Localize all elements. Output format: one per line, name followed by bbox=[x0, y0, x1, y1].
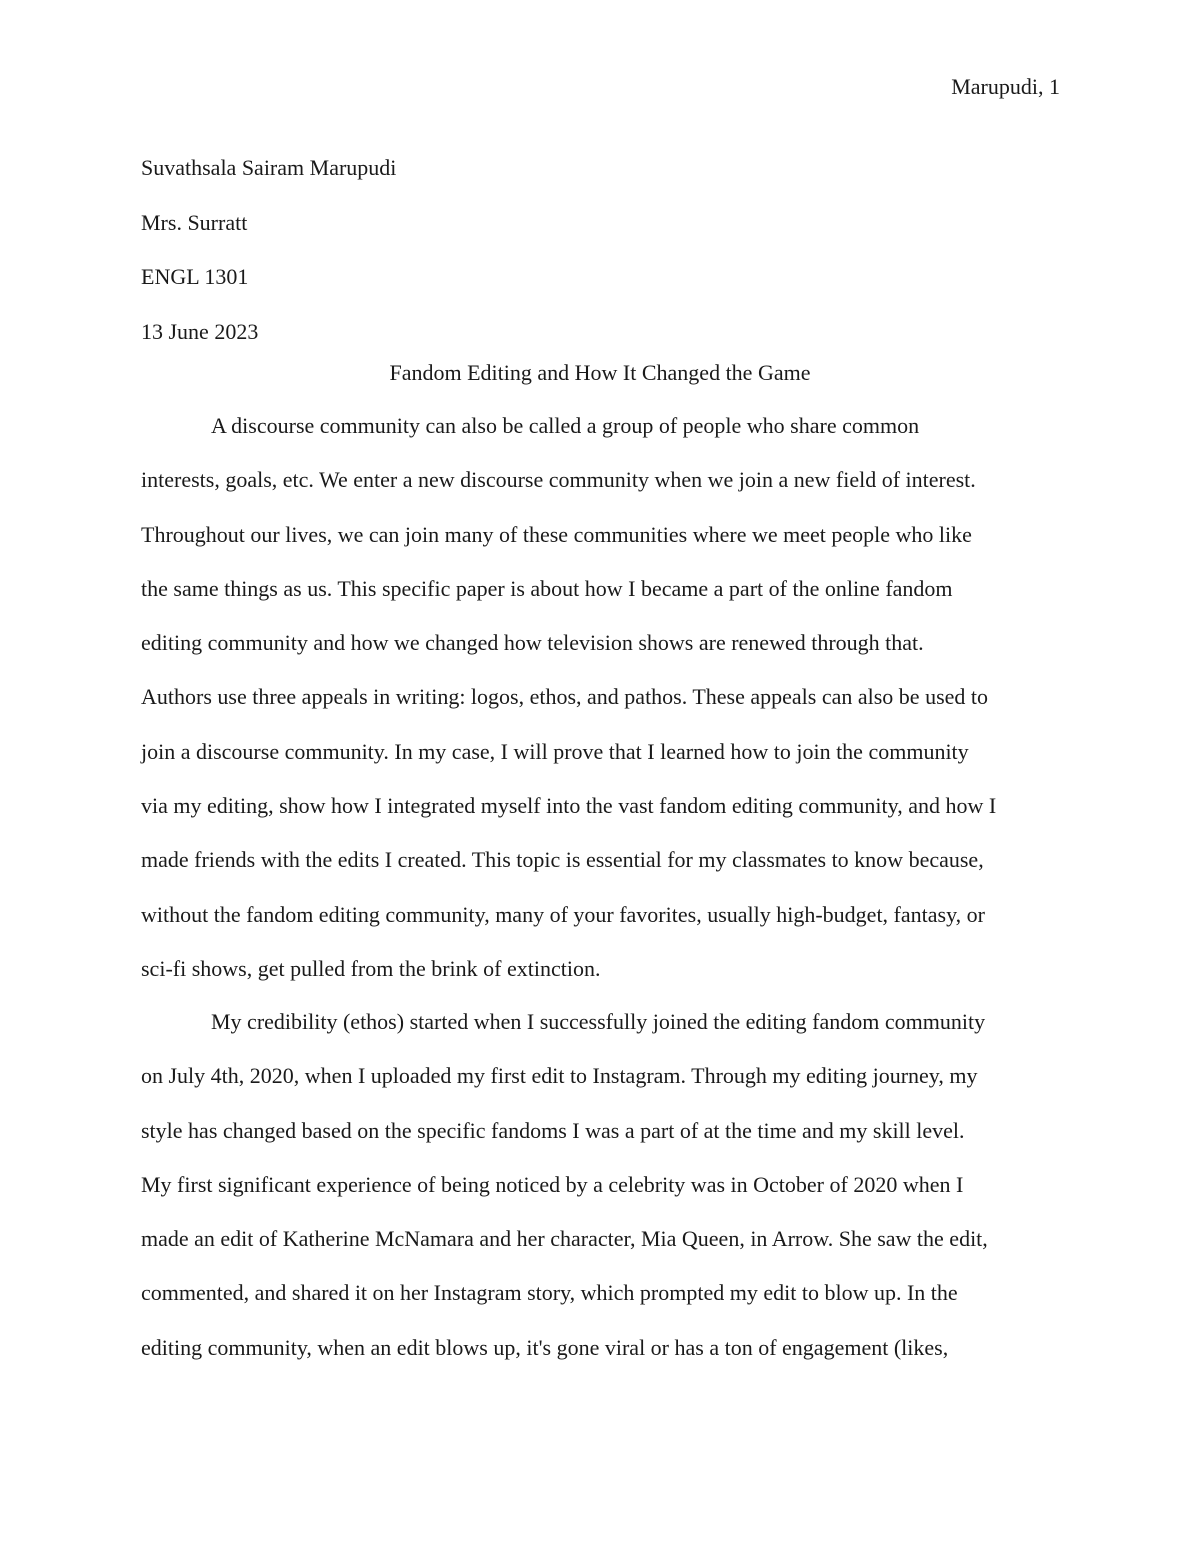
submission-date: 13 June 2023 bbox=[141, 318, 259, 344]
paragraph-line: without the fandom editing community, many of your favorites, usually high-budget, fantasy, or bbox=[141, 901, 985, 927]
paragraph-line: the same things as us. This specific paper is about how I became a part of the online fandom bbox=[141, 575, 953, 601]
paragraph-1 bbox=[141, 399, 1059, 996]
paragraph-line: editing community and how we changed how television shows are renewed through that. bbox=[141, 630, 924, 656]
paragraph-line: My first significant experience of being noticed by a celebrity was in October of 2020 when I bbox=[141, 1171, 964, 1197]
paragraph-line: Authors use three appeals in writing: logos, ethos, and pathos. These appeals can also be used to bbox=[141, 684, 989, 710]
student-name: Suvathsala Sairam Marupudi bbox=[141, 155, 397, 180]
paragraph-line: Throughout our lives, we can join many of these communities where we meet people who like bbox=[141, 521, 972, 547]
paragraph-line: A discourse community can also be called a group of people who share common bbox=[211, 413, 920, 438]
paragraph-line: My credibility (ethos) started when I successfully joined the editing fandom community bbox=[211, 1009, 986, 1034]
instructor-name: Mrs. Surratt bbox=[141, 209, 248, 235]
paper-title: Fandom Editing and How It Changed the Game bbox=[389, 360, 811, 385]
paragraph-line: made an edit of Katherine McNamara and her character, Mia Queen, in Arrow. She saw the edit, bbox=[141, 1226, 988, 1252]
running-head: Marupudi, 1 bbox=[951, 74, 1060, 99]
paragraph-2 bbox=[141, 995, 1059, 1375]
paragraph-line: interests, goals, etc. We enter a new discourse community when we join a new field of interest. bbox=[141, 467, 976, 493]
paragraph-line: made friends with the edits I created. This topic is essential for my classmates to know because, bbox=[141, 847, 984, 873]
paragraph-line: on July 4th, 2020, when I uploaded my first edit to Instagram. Through my editing journey, my bbox=[141, 1063, 978, 1089]
paragraph-line: via my editing, show how I integrated myself into the vast fandom editing community, and how I bbox=[141, 793, 997, 819]
paragraph-line: commented, and shared it on her Instagram story, which prompted my edit to blow up. In the bbox=[141, 1280, 958, 1306]
paragraph-line: sci-fi shows, get pulled from the brink of extinction. bbox=[141, 955, 601, 981]
course-name: ENGL 1301 bbox=[141, 264, 249, 289]
mla-heading bbox=[141, 141, 1061, 359]
paragraph-line: style has changed based on the specific fandoms I was a part of at the time and my skill level. bbox=[141, 1117, 965, 1143]
paragraph-line: join a discourse community. In my case, I will prove that I learned how to join the community bbox=[141, 738, 969, 764]
paragraph-line: editing community, when an edit blows up, it's gone viral or has a ton of engagement (likes, bbox=[141, 1334, 949, 1360]
